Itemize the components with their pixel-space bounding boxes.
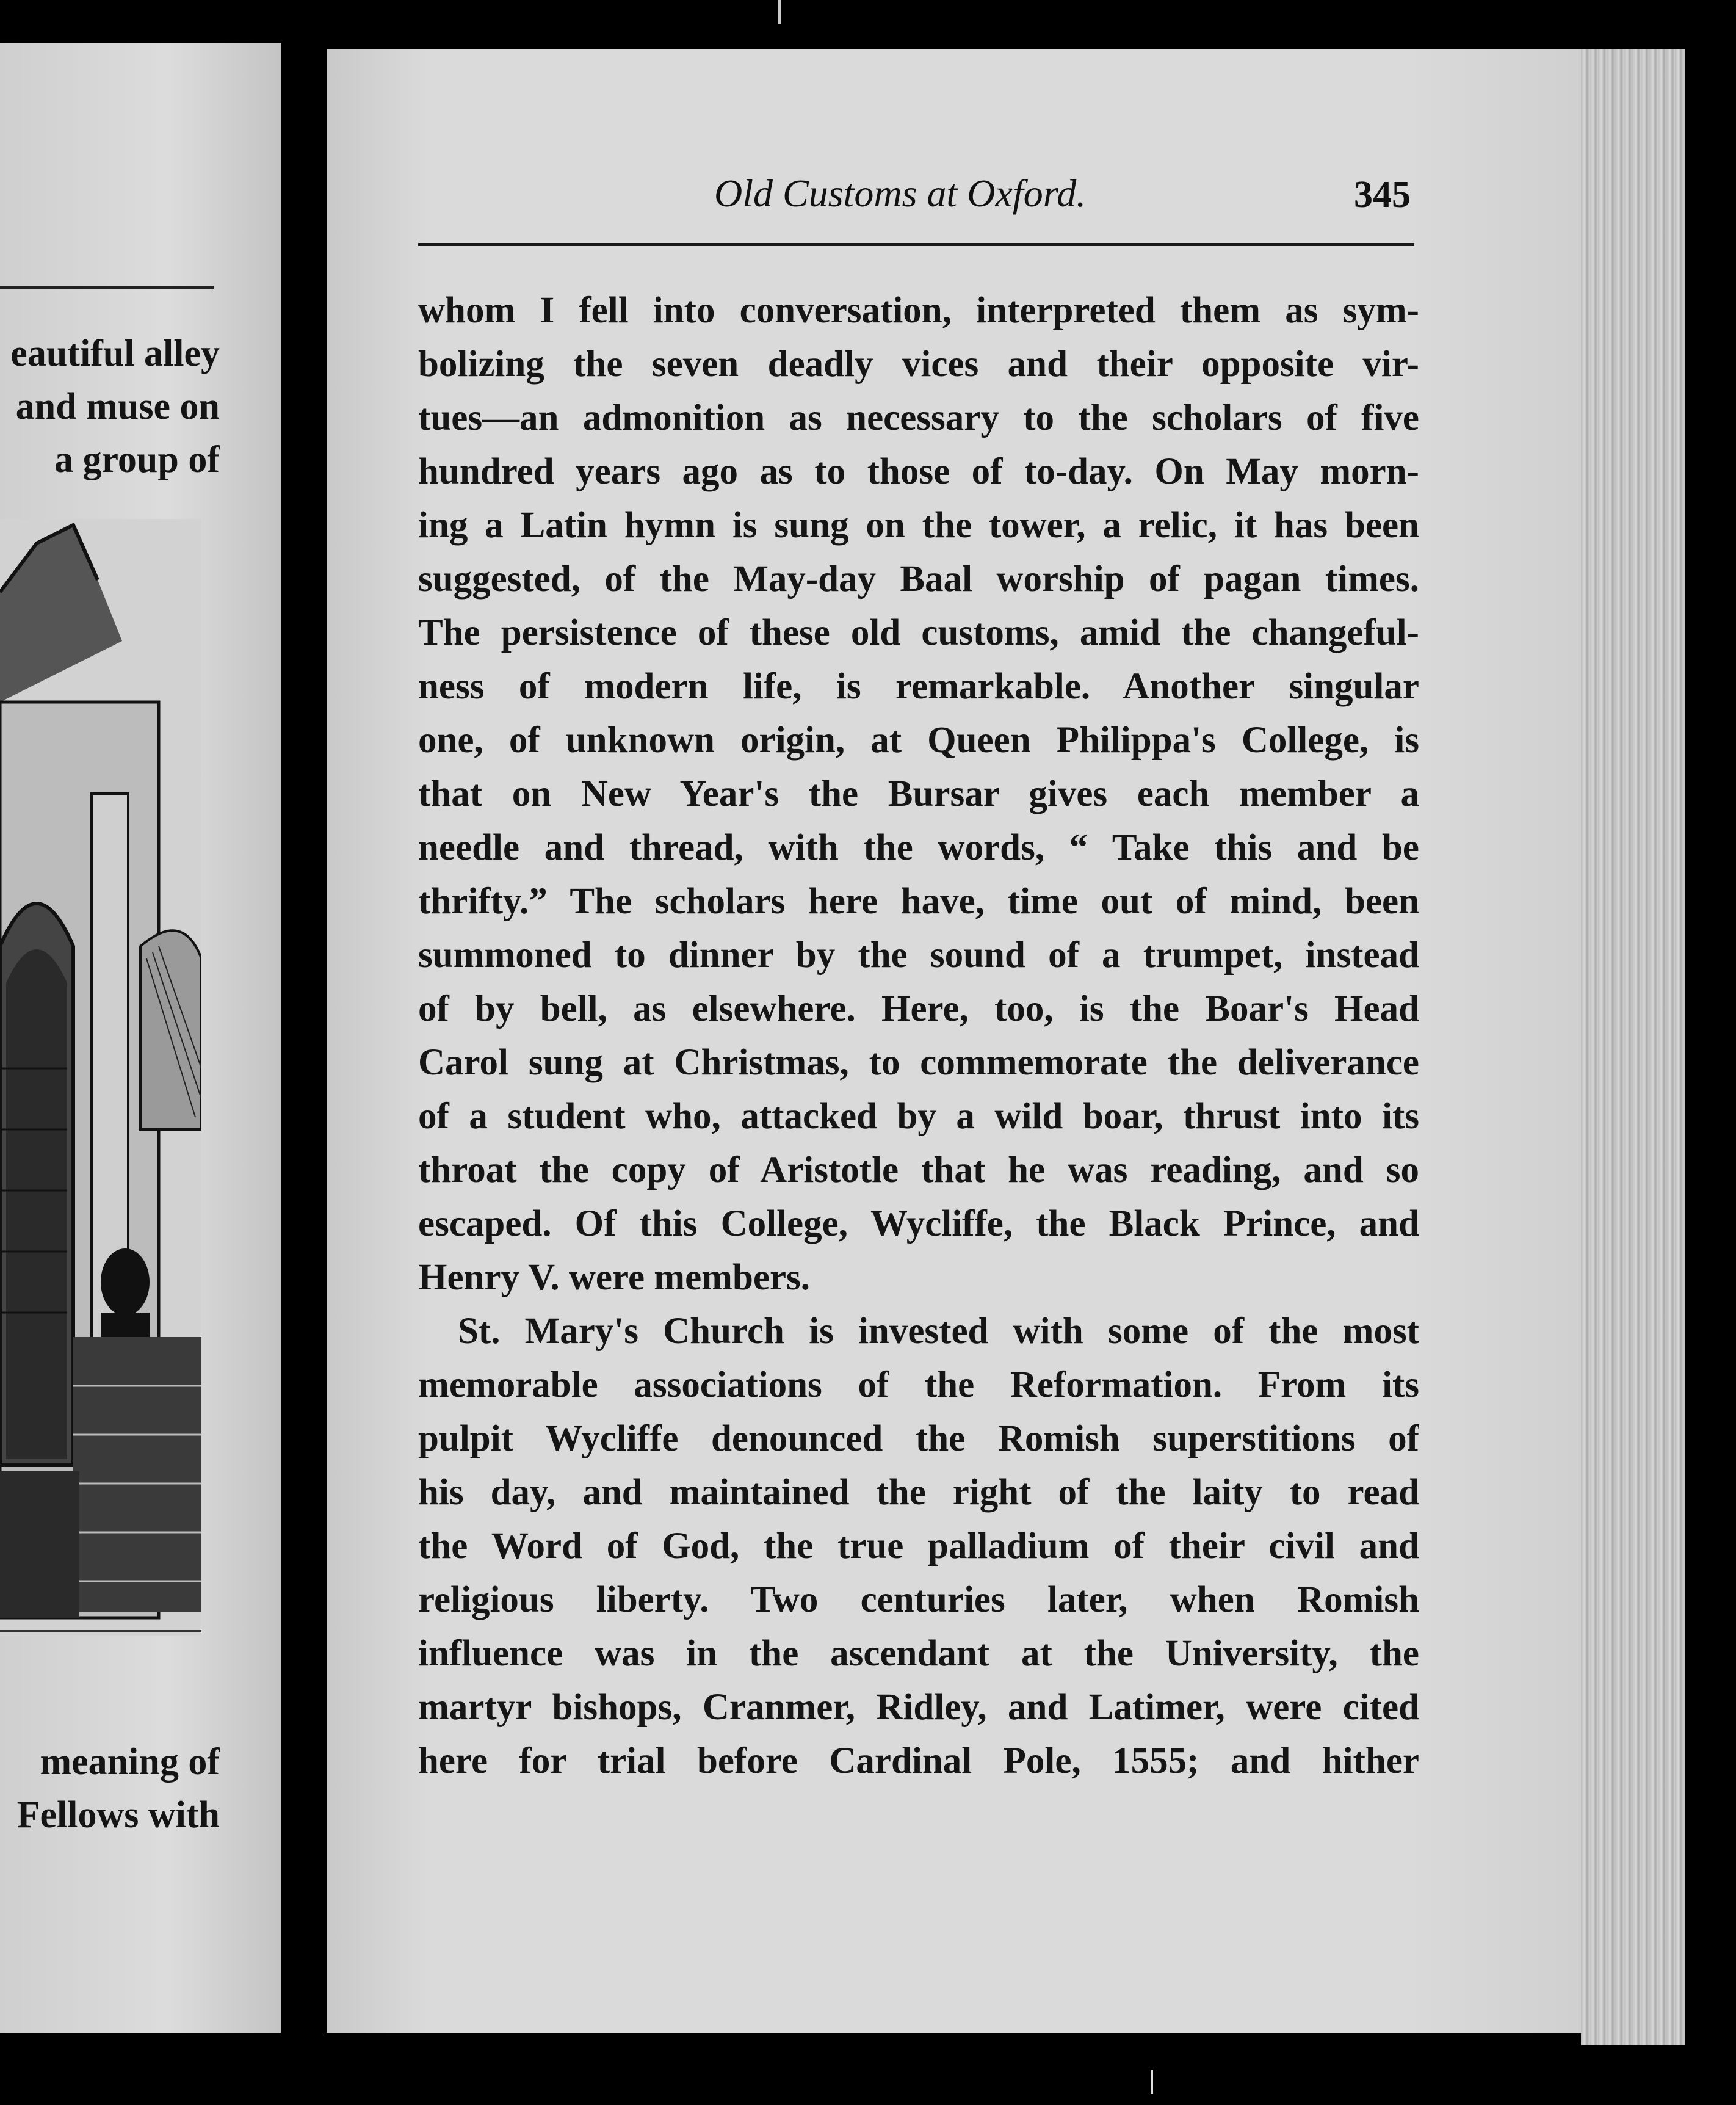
body-text <box>418 284 1419 1788</box>
text-line-16: of a student who, attacked by a wild boar, thrust into its <box>418 1096 1419 1137</box>
left-text-line-1: eautiful alley <box>10 333 220 374</box>
text-line-7: The persistence of these old customs, amid the changeful- <box>418 612 1419 653</box>
text-line-13: summoned to dinner by the sound of a trumpet, instead <box>418 935 1419 976</box>
scan-mark-bottom <box>1151 2070 1153 2094</box>
left-page <box>0 43 281 2033</box>
text-line-14: of by bell, as elsewhere. Here, too, is the Boar's Head <box>418 988 1419 1029</box>
text-line-3: tues—an admonition as necessary to the scholars of five <box>418 397 1419 438</box>
scan-mark <box>778 0 781 24</box>
text-line-27: martyr bishops, Cranmer, Ridley, and Latimer, were cited <box>418 1687 1419 1728</box>
text-line-25: religious liberty. Two centuries later, when Romish <box>418 1579 1419 1620</box>
text-line-1: whom I fell into conversation, interpreted them as sym- <box>418 290 1419 331</box>
text-line-10: that on New Year's the Bursar gives each member a <box>418 774 1419 814</box>
text-line-24: the Word of God, the true palladium of their civil and <box>418 1526 1419 1567</box>
text-line-5: ing a Latin hymn is sung on the tower, a relic, it has been <box>418 505 1419 546</box>
text-line-22: pulpit Wycliffe denounced the Romish superstitions of <box>418 1418 1419 1459</box>
left-text-line-2: and muse on <box>15 386 220 427</box>
text-line-11: needle and thread, with the words, “ Take this and be <box>418 827 1419 868</box>
left-text-line-3: a group of <box>54 439 220 480</box>
left-bottom-line-2: Fellows with <box>16 1794 220 1836</box>
text-line-17: throat the copy of Aristotle that he was reading, and so <box>418 1150 1419 1190</box>
text-line-12: thrifty.” The scholars here have, time out of mind, been <box>418 881 1419 922</box>
text-line-18: escaped. Of this College, Wycliffe, the Black Prince, and <box>418 1203 1419 1244</box>
left-engraving-base <box>0 1630 201 1632</box>
page-edges <box>1581 49 1685 2045</box>
text-line-19: Henry V. were members. <box>418 1257 811 1298</box>
text-line-9: one, of unknown origin, at Queen Philippa's College, is <box>418 720 1419 761</box>
header-rule <box>418 243 1414 246</box>
text-line-23: his day, and maintained the right of the laity to read <box>418 1472 1419 1513</box>
left-bottom-line-1: meaning of <box>40 1741 220 1783</box>
page-number: 345 <box>1354 174 1411 216</box>
running-title: Old Customs at Oxford. <box>714 172 1087 215</box>
text-line-20: St. Mary's Church is invested with some of the most <box>458 1311 1419 1352</box>
book-gutter <box>281 0 330 2105</box>
text-line-6: suggested, of the May-day Baal worship of pagan times. <box>418 559 1419 600</box>
text-line-15: Carol sung at Christmas, to commemorate the deliverance <box>418 1042 1419 1083</box>
text-line-21: memorable associations of the Reformation. From its <box>418 1364 1419 1405</box>
text-line-4: hundred years ago as to those of to-day. On May morn- <box>418 451 1419 492</box>
church-engraving <box>0 519 201 1636</box>
text-line-28: here for trial before Cardinal Pole, 1555; and hither <box>418 1741 1419 1781</box>
text-line-8: ness of modern life, is remarkable. Another singular <box>418 666 1419 707</box>
text-line-26: influence was in the ascendant at the University, the <box>418 1633 1419 1674</box>
text-line-2: bolizing the seven deadly vices and their opposite vir- <box>418 344 1419 385</box>
left-header-rule <box>0 286 214 289</box>
